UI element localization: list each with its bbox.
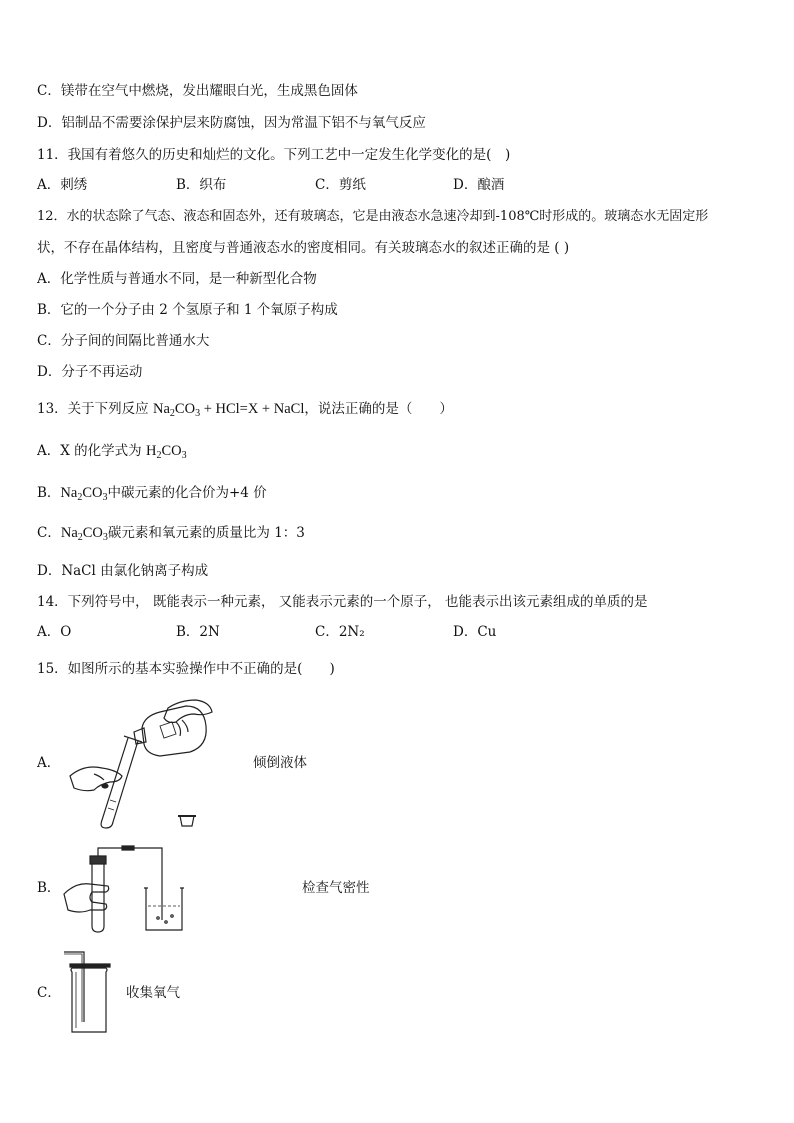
q15-option-b-letter: B． [37,880,61,896]
oxygen-collection-illustration [62,948,118,1036]
q14-option-a: A．O [37,624,72,640]
q15-option-c-caption: 收集氧气 [126,985,180,1001]
q11-option-b: B．织布 [176,177,227,193]
q11-option-c: C．剪纸 [315,177,366,193]
q12-option-a: A．化学性质与普通水不同，是一种新型化合物 [37,271,317,287]
q15-option-b-caption: 检查气密性 [302,880,370,896]
option-d-prev: D．铝制品不需要涂保护层来防腐蚀，因为常温下铝不与氧气反应 [37,115,426,131]
q14-option-c: C．2N₂ [315,624,365,640]
formula-h2co3: $H_2CO_3$ [145,443,187,461]
q13-option-d: D．NaCl 由氯化钠离子构成 [37,563,209,579]
q12-stem-line2: 状，不存在晶体结构，且密度与普通液态水的密度相同。有关玻璃态水的叙述正确的是 ( ) [37,240,570,256]
formula-na2co3: $Na_2CO_3$ [60,525,108,543]
q13-option-a: A．X 的化学式为 $H_2CO_3$ [37,443,187,461]
airtightness-check-illustration [62,842,186,934]
formula-na2co3: $Na_2CO_3$ [60,485,108,503]
q13-stem-suffix: ，说法正确的是（ ） [304,401,453,417]
q14-option-b: B．2N [176,624,220,640]
q13-option-c: C．$Na_2CO_3$碳元素和氧元素的质量比为 1：3 [37,525,305,543]
q12-option-d: D．分子不再运动 [37,364,143,380]
q15-option-a-caption: 倾倒液体 [253,755,307,771]
pouring-liquid-illustration [64,698,214,830]
q15-option-c-letter: C． [37,985,61,1001]
q11-option-d: D．酿酒 [453,177,505,193]
q13-reaction: $Na_2CO_3 + HCl=X$ + NaCl [152,401,305,419]
q11-option-a: A．刺绣 [37,177,88,193]
q12-option-b: B．它的一个分子由 2 个氢原子和 1 个氧原子构成 [37,302,338,318]
q15-stem: 15．如图所示的基本实验操作中不正确的是( ) [37,661,335,677]
q15-option-a-letter: A． [37,755,61,771]
q12-stem-line1: 12．水的状态除了气态、液态和固态外，还有玻璃态，它是由液态水急速冷却到-108℃时形成的。玻璃态水无固定形 [37,209,709,224]
q13-option-b: B．$Na_2CO_3$中碳元素的化合价为+4 价 [37,485,267,503]
q12-option-c: C．分子间的间隔比普通水大 [37,333,210,349]
q14-stem: 14．下列符号中， 既能表示一种元素， 又能表示元素的一个原子， 也能表示出该元素组成的单质的是 [37,594,648,610]
q11-stem: 11．我国有着悠久的历史和灿烂的文化。下列工艺中一定发生化学变化的是( ) [37,147,511,163]
option-c-prev: C．镁带在空气中燃烧，发出耀眼白光，生成黑色固体 [37,83,358,99]
q14-option-d: D．Cu [453,624,497,640]
q13-stem-prefix: 13．关于下列反应 [37,401,153,417]
q13-stem [37,400,453,418]
